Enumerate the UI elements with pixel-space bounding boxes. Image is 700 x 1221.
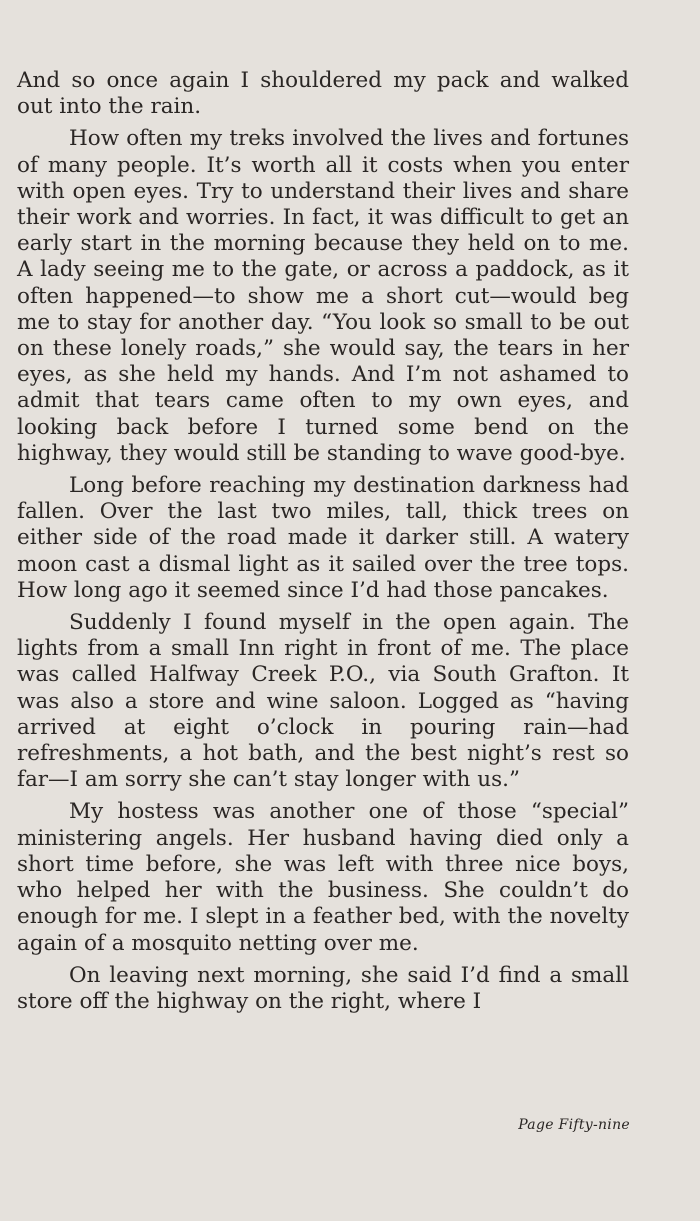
paragraph-5: My hostess was another one of those “special” ministering angels. Her husband having died only a short time before, she was left with three nice boys, who helped her with the business. She couldn’t do enough for me. I slept in a feather bed, with the novelty again of a mosquito netting over me. [17, 799, 629, 956]
page-body [17, 68, 629, 1021]
page-number: Page Fifty-nine [518, 1117, 630, 1133]
paragraph-4: Suddenly I found myself in the open again. The lights from a small Inn right in front of me. The place was called Halfway Creek P.O., via South Grafton. It was also a store and wine saloon. Logged as “having arrived at eight o’clock in pouring rain—had refreshments, a hot bath, and the best night’s rest so far—I am sorry she can’t stay longer with us.” [17, 610, 629, 793]
paragraph-6: On leaving next morning, she said I’d find a small store off the highway on the right, where I [17, 962, 629, 1014]
paragraph-3: Long before reaching my destination darkness had fallen. Over the last two miles, tall, thick trees on either side of the road made it darker still. A watery moon cast a dismal light as it sailed over the tree tops. How long ago it seemed since I’d had those pancakes. [17, 473, 629, 603]
paragraph-1: And so once again I shouldered my pack and walked out into the rain. [17, 68, 629, 120]
paragraph-2: How often my treks involved the lives and fortunes of many people. It’s worth all it costs when you enter with open eyes. Try to understand their lives and share their work and worries. In fact, it was difficult to get an early start in the morning because they held on to me. A lady seeing me to the gate, or across a paddock, as it often happened—to show me a short cut—would beg me to stay for another day. “You look so small to be out on these lonely roads,” she would say, the tears in her eyes, as she held my hands. And I’m not ashamed to admit that tears came often to my own eyes, and looking back before I turned some bend on the highway, they would still be standing to wave good-bye. [17, 126, 629, 466]
